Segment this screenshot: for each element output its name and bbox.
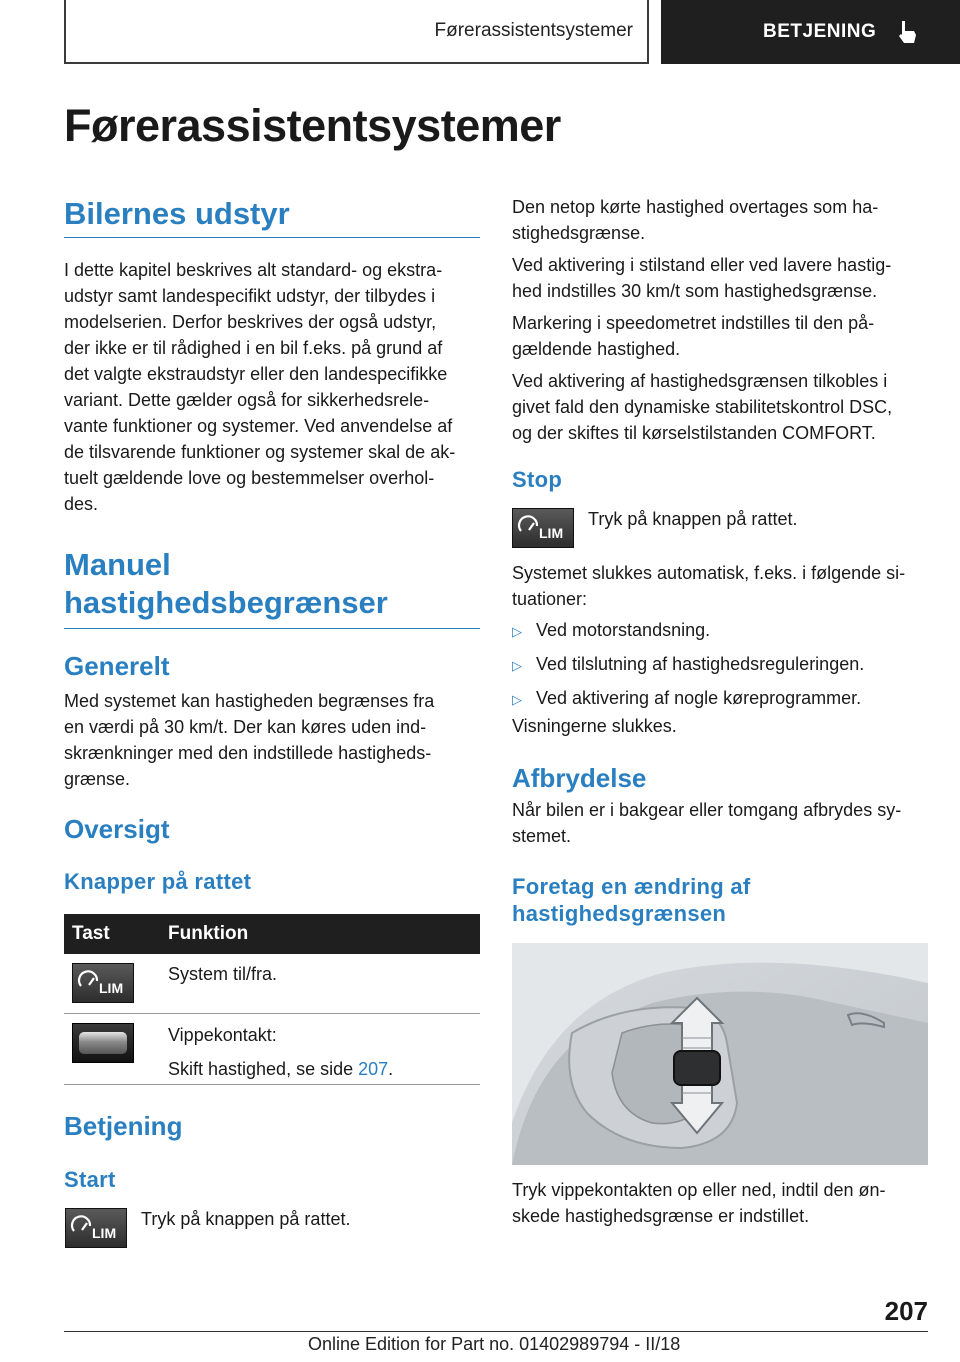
text-line: Ved aktivering af hastighedsgrænsen tilkobles i [512, 371, 888, 391]
text-line: hed indstilles 30 km/t som hastighedsgrænse. [512, 281, 878, 301]
text-line: Systemet slukkes automatisk, f.eks. i følgende si- [512, 563, 906, 583]
speed-limiter-icon [513, 509, 573, 547]
running-header-chapter [661, 0, 960, 64]
text-line: Ved aktivering i stilstand eller ved lavere hastig- [512, 255, 892, 275]
text-line: gældende hastighed. [512, 339, 681, 359]
text-line: det valgte ekstraudstyr eller den landespecifikke [64, 364, 448, 384]
text-punct: . [388, 1059, 394, 1079]
running-header-section [64, 0, 649, 64]
triangle-bullet-icon: ▷ [512, 658, 522, 673]
text-line: Når bilen er i bakgear eller tomgang afbrydes sy- [512, 800, 902, 820]
col-tast-header: Tast [64, 914, 160, 954]
text-line: der ikke er til rådighed i en bil f.eks. på grund af [64, 338, 443, 358]
heading-afbrydelse: Afbrydelse [512, 763, 647, 793]
text-line: Markering i speedometret indstilles til den på- [512, 313, 875, 333]
text-line: udstyr samt landespecifikt udstyr, der tilbydes i [64, 286, 436, 306]
heading-manuel-hastighedsbegraenser [64, 546, 480, 629]
heading-stop: Stop [512, 467, 563, 492]
section-label: Førerassistentsystemer [434, 20, 633, 41]
lim-label: LIM [539, 525, 564, 541]
text-line: en værdi på 30 km/t. Der kan køres uden ind- [64, 717, 427, 737]
page-number: 207 [884, 1296, 928, 1326]
text-line: Den netop kørte hastighed overtages som ha- [512, 197, 879, 217]
heading-line: Manuel [64, 547, 171, 582]
list-item [512, 651, 932, 679]
heading-line: hastighedsbegrænser [64, 585, 388, 620]
text-line: Med systemet kan hastigheden begrænses fra [64, 691, 435, 711]
heading-line: Foretag en ændring af [512, 874, 751, 899]
col-funktion-header: Funktion [160, 914, 480, 954]
triangle-bullet-icon: ▷ [512, 692, 522, 707]
udstyr-paragraph [64, 257, 480, 517]
speed-limiter-icon [73, 964, 133, 1002]
text-line: I dette kapitel beskrives alt standard- og ekstra- [64, 260, 443, 280]
text-line: tuelt gældende love og bestemmelser overhol- [64, 468, 435, 488]
text-line: Vippekontakt: [168, 1025, 277, 1045]
visning-text: Visningerne slukkes. [512, 716, 677, 736]
heading-line: hastighedsgrænsen [512, 901, 727, 926]
lim-button-icon [72, 963, 134, 1003]
keys-table [64, 914, 480, 954]
bullet-list [512, 617, 932, 713]
table-divider [64, 1084, 480, 1085]
text-line: skede hastighedsgrænse er indstillet. [512, 1206, 810, 1226]
lim-label: LIM [92, 1225, 117, 1241]
edition-line: Online Edition for Part no. 01402989794 - II/18 [308, 1334, 681, 1354]
rocker-switch-icon [72, 1023, 134, 1063]
page-link[interactable]: 207 [358, 1059, 389, 1079]
heading-start: Start [64, 1167, 116, 1192]
heading-bilernes-udstyr: Bilernes udstyr [64, 195, 480, 238]
lim-button-icon [65, 1208, 127, 1248]
intro-paragraphs [512, 194, 932, 446]
table-divider [64, 1013, 480, 1014]
illustration-caption [512, 1177, 932, 1229]
stop-description [512, 560, 932, 612]
text-line: og der skiftes til kørselstilstanden COMFORT. [512, 423, 876, 443]
heading-oversigt: Oversigt [64, 814, 170, 844]
row1-funktion: System til/fra. [168, 964, 278, 984]
hand-pointer-icon [896, 19, 918, 45]
text-line: stemet. [512, 826, 572, 846]
text-line: givet fald den dynamiske stabilitetskontrol DSC, [512, 397, 893, 417]
text-line: de tilsvarende funktioner og systemer skal de ak- [64, 442, 456, 462]
lim-label: LIM [99, 980, 124, 996]
text-line: grænse. [64, 769, 131, 789]
generelt-paragraph [64, 688, 480, 792]
footer-divider [64, 1331, 928, 1332]
list-item-text: Ved motorstandsning. [536, 620, 711, 640]
text-line: vante funktioner og systemer. Ved anvendelse af [64, 416, 453, 436]
afbrydelse-paragraph [512, 797, 932, 849]
heading-generelt: Generelt [64, 651, 170, 681]
heading-foretag-aendring [512, 873, 751, 927]
text-line: skrænkninger med den indstillede hastigheds- [64, 743, 432, 763]
text-line: Skift hastighed, se side [168, 1059, 359, 1079]
list-item [512, 617, 932, 645]
start-text: Tryk på knappen på rattet. [141, 1209, 351, 1229]
steering-wheel-illustration [512, 943, 928, 1165]
text-line: Tryk vippekontakten op eller ned, indtil den øn- [512, 1180, 886, 1200]
heading-betjening: Betjening [64, 1111, 183, 1141]
text-line: tuationer: [512, 589, 588, 609]
chapter-label: BETJENING [763, 21, 877, 42]
triangle-bullet-icon: ▷ [512, 624, 522, 639]
speed-limiter-icon [66, 1209, 126, 1247]
row2-funktion [168, 1022, 480, 1082]
list-item-text: Ved tilslutning af hastighedsreguleringen. [536, 654, 865, 674]
text-line: stighedsgrænse. [512, 223, 646, 243]
list-item [512, 685, 932, 713]
heading-knapper-paa-rattet: Knapper på rattet [64, 869, 252, 894]
text-line: variant. Dette gælder også for sikkerhedsrele- [64, 390, 430, 410]
lim-button-icon [512, 508, 574, 548]
list-item-text: Ved aktivering af nogle køreprogrammer. [536, 688, 862, 708]
text-line: des. [64, 494, 99, 514]
page-title: Førerassistentsystemer [64, 100, 561, 151]
stop-text: Tryk på knappen på rattet. [588, 509, 798, 529]
text-line: modelserien. Derfor beskrives der også udstyr, [64, 312, 437, 332]
